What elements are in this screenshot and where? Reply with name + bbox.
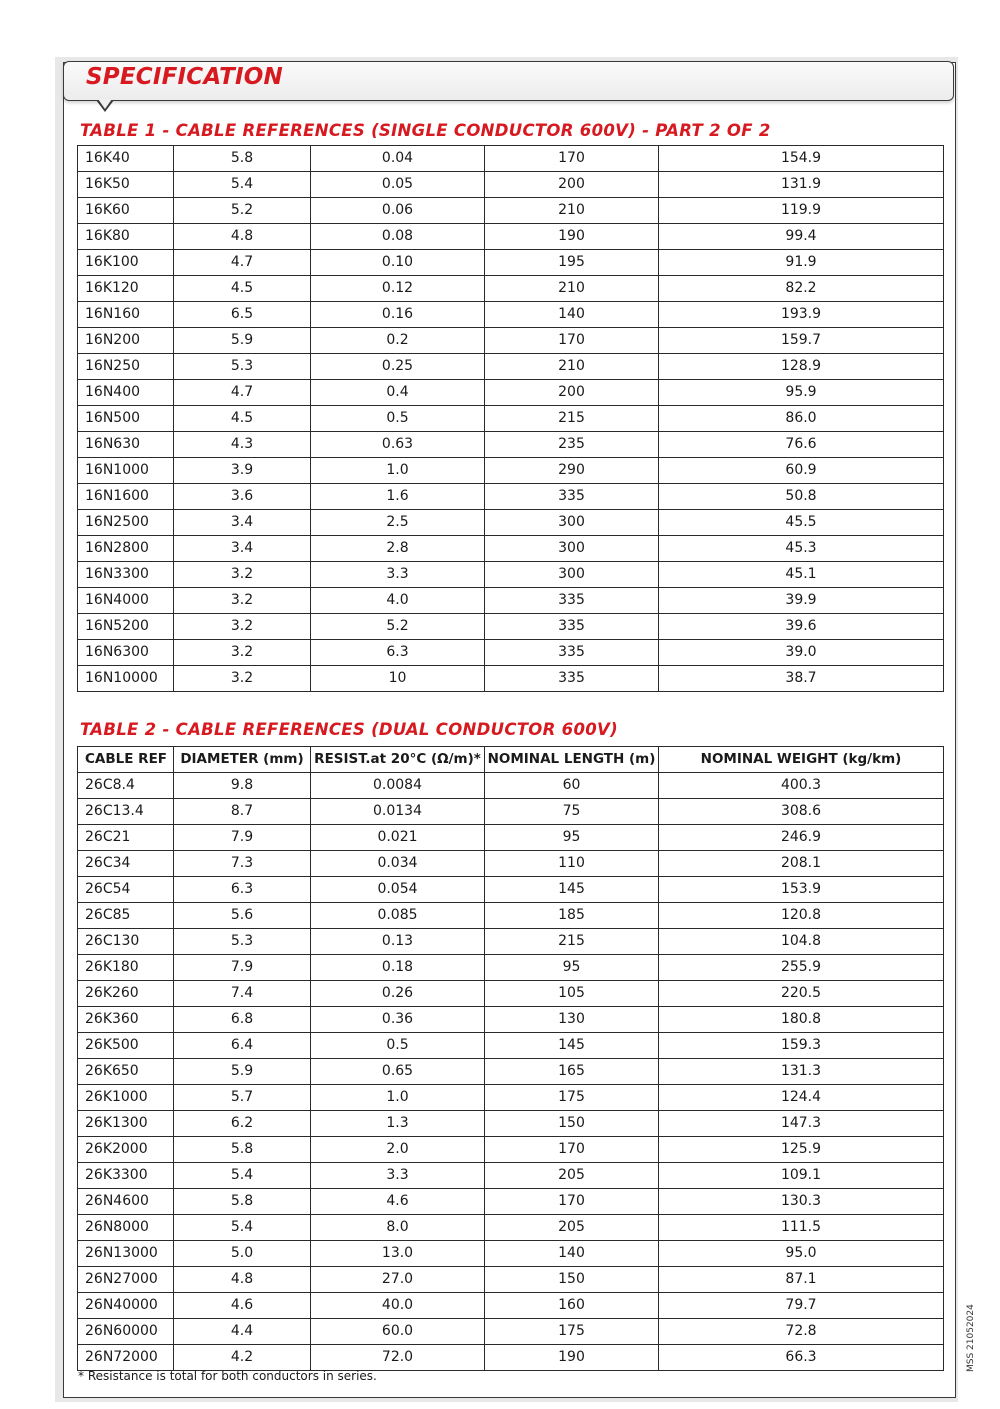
cell-resistance: 0.0084 — [311, 773, 485, 799]
cell-diameter: 8.7 — [174, 799, 311, 825]
cell-nominal-length: 335 — [485, 614, 659, 640]
cell-resistance: 0.054 — [311, 877, 485, 903]
cell-diameter: 3.2 — [174, 614, 311, 640]
cell-resistance: 0.05 — [311, 172, 485, 198]
cell-nominal-length: 300 — [485, 536, 659, 562]
cell-diameter: 4.2 — [174, 1345, 311, 1371]
table-row — [78, 510, 944, 536]
table-row — [78, 1215, 944, 1241]
cell-cable-ref: 16N10000 — [78, 666, 174, 692]
cell-resistance: 0.63 — [311, 432, 485, 458]
cell-nominal-length: 60 — [485, 773, 659, 799]
cell-diameter: 3.9 — [174, 458, 311, 484]
cell-nominal-length: 215 — [485, 929, 659, 955]
table-row — [78, 1007, 944, 1033]
cell-nominal-length: 150 — [485, 1111, 659, 1137]
cell-diameter: 6.2 — [174, 1111, 311, 1137]
cell-cable-ref: 16N160 — [78, 302, 174, 328]
cell-diameter: 5.8 — [174, 1137, 311, 1163]
cell-nominal-length: 200 — [485, 380, 659, 406]
cell-nominal-length: 290 — [485, 458, 659, 484]
cell-diameter: 4.5 — [174, 276, 311, 302]
cell-nominal-length: 170 — [485, 328, 659, 354]
cell-cable-ref: 26K1300 — [78, 1111, 174, 1137]
cell-nominal-length: 175 — [485, 1085, 659, 1111]
cell-resistance: 0.08 — [311, 224, 485, 250]
cell-nominal-weight: 308.6 — [659, 799, 944, 825]
cell-resistance: 0.36 — [311, 1007, 485, 1033]
cell-resistance: 0.65 — [311, 1059, 485, 1085]
table-row — [78, 929, 944, 955]
table1-caption: TABLE 1 - CABLE REFERENCES (SINGLE CONDUCTOR 600V) - PART 2 OF 2 — [80, 121, 771, 140]
cell-resistance: 1.0 — [311, 1085, 485, 1111]
cell-resistance: 0.085 — [311, 903, 485, 929]
cell-cable-ref: 26C34 — [78, 851, 174, 877]
table-row — [78, 1319, 944, 1345]
cell-diameter: 3.2 — [174, 588, 311, 614]
cell-diameter: 5.4 — [174, 172, 311, 198]
cell-cable-ref: 26C85 — [78, 903, 174, 929]
cell-resistance: 0.034 — [311, 851, 485, 877]
table-row — [78, 1033, 944, 1059]
table-row — [78, 877, 944, 903]
table-row — [78, 981, 944, 1007]
cell-diameter: 3.4 — [174, 510, 311, 536]
cell-nominal-length: 235 — [485, 432, 659, 458]
cell-diameter: 9.8 — [174, 773, 311, 799]
cell-nominal-weight: 109.1 — [659, 1163, 944, 1189]
table-row — [78, 903, 944, 929]
cell-cable-ref: 26C21 — [78, 825, 174, 851]
cell-nominal-length: 300 — [485, 562, 659, 588]
cell-nominal-length: 140 — [485, 1241, 659, 1267]
cell-resistance: 1.0 — [311, 458, 485, 484]
table-row — [78, 458, 944, 484]
cell-nominal-weight: 131.3 — [659, 1059, 944, 1085]
cell-nominal-weight: 246.9 — [659, 825, 944, 851]
cell-nominal-length: 335 — [485, 640, 659, 666]
header-pointer-fill — [98, 99, 112, 109]
cell-resistance: 0.06 — [311, 198, 485, 224]
cell-cable-ref: 16N500 — [78, 406, 174, 432]
cell-nominal-weight: 220.5 — [659, 981, 944, 1007]
cell-nominal-length: 205 — [485, 1215, 659, 1241]
cell-resistance: 6.3 — [311, 640, 485, 666]
cell-nominal-weight: 180.8 — [659, 1007, 944, 1033]
cell-nominal-length: 335 — [485, 588, 659, 614]
table-row — [78, 1111, 944, 1137]
cell-diameter: 7.4 — [174, 981, 311, 1007]
cell-cable-ref: 26K500 — [78, 1033, 174, 1059]
cell-nominal-weight: 39.0 — [659, 640, 944, 666]
table-row — [78, 1059, 944, 1085]
col-header-cable-ref: CABLE REF — [78, 747, 174, 773]
cell-cable-ref: 16N630 — [78, 432, 174, 458]
cell-nominal-weight: 82.2 — [659, 276, 944, 302]
cell-cable-ref: 16N1000 — [78, 458, 174, 484]
cell-resistance: 1.3 — [311, 1111, 485, 1137]
cell-nominal-length: 130 — [485, 1007, 659, 1033]
cell-nominal-length: 75 — [485, 799, 659, 825]
table-row — [78, 562, 944, 588]
col-header-nominal-weight: NOMINAL WEIGHT (kg/km) — [659, 747, 944, 773]
cell-cable-ref: 16N250 — [78, 354, 174, 380]
cell-nominal-length: 205 — [485, 1163, 659, 1189]
cell-resistance: 0.5 — [311, 1033, 485, 1059]
cell-nominal-weight: 111.5 — [659, 1215, 944, 1241]
table-row — [78, 799, 944, 825]
cell-cable-ref: 16N4000 — [78, 588, 174, 614]
cell-resistance: 5.2 — [311, 614, 485, 640]
cell-cable-ref: 26K260 — [78, 981, 174, 1007]
table-row — [78, 406, 944, 432]
table2-caption: TABLE 2 - CABLE REFERENCES (DUAL CONDUCTOR 600V) — [80, 720, 618, 739]
cell-diameter: 5.2 — [174, 198, 311, 224]
cell-diameter: 3.2 — [174, 666, 311, 692]
cell-diameter: 6.4 — [174, 1033, 311, 1059]
cell-resistance: 8.0 — [311, 1215, 485, 1241]
cell-nominal-length: 210 — [485, 354, 659, 380]
cell-resistance: 0.25 — [311, 354, 485, 380]
cell-diameter: 3.4 — [174, 536, 311, 562]
cell-diameter: 4.3 — [174, 432, 311, 458]
cell-diameter: 4.6 — [174, 1293, 311, 1319]
cell-resistance: 3.3 — [311, 562, 485, 588]
table-row — [78, 536, 944, 562]
cell-diameter: 6.8 — [174, 1007, 311, 1033]
cell-nominal-length: 335 — [485, 666, 659, 692]
cell-nominal-weight: 39.6 — [659, 614, 944, 640]
cell-diameter: 5.6 — [174, 903, 311, 929]
cell-cable-ref: 16N1600 — [78, 484, 174, 510]
table-row — [78, 614, 944, 640]
cell-resistance: 27.0 — [311, 1267, 485, 1293]
cell-cable-ref: 16N2500 — [78, 510, 174, 536]
cell-cable-ref: 16K100 — [78, 250, 174, 276]
table-header-row — [78, 747, 944, 773]
cell-nominal-weight: 45.5 — [659, 510, 944, 536]
cell-resistance: 0.10 — [311, 250, 485, 276]
cell-nominal-weight: 72.8 — [659, 1319, 944, 1345]
col-header-resistance: RESIST.at 20°C (Ω/m)* — [311, 747, 485, 773]
cell-cable-ref: 26N72000 — [78, 1345, 174, 1371]
cell-resistance: 10 — [311, 666, 485, 692]
table-row — [78, 146, 944, 172]
cell-diameter: 3.6 — [174, 484, 311, 510]
cell-diameter: 5.3 — [174, 354, 311, 380]
cell-nominal-weight: 120.8 — [659, 903, 944, 929]
cell-diameter: 7.9 — [174, 825, 311, 851]
cell-nominal-length: 210 — [485, 198, 659, 224]
cell-resistance: 40.0 — [311, 1293, 485, 1319]
cell-cable-ref: 26C130 — [78, 929, 174, 955]
cell-nominal-length: 195 — [485, 250, 659, 276]
section-title: SPECIFICATION — [86, 64, 283, 90]
dual-conductor-table — [77, 746, 944, 1371]
cell-resistance: 0.4 — [311, 380, 485, 406]
cell-cable-ref: 16N200 — [78, 328, 174, 354]
table-row — [78, 1345, 944, 1371]
cell-resistance: 1.6 — [311, 484, 485, 510]
cell-nominal-weight: 193.9 — [659, 302, 944, 328]
cell-nominal-weight: 99.4 — [659, 224, 944, 250]
cell-cable-ref: 16N2800 — [78, 536, 174, 562]
cell-cable-ref: 16N5200 — [78, 614, 174, 640]
cell-resistance: 0.16 — [311, 302, 485, 328]
cell-resistance: 4.6 — [311, 1189, 485, 1215]
cell-cable-ref: 26N8000 — [78, 1215, 174, 1241]
cell-cable-ref: 26K360 — [78, 1007, 174, 1033]
cell-nominal-weight: 86.0 — [659, 406, 944, 432]
cell-diameter: 4.8 — [174, 224, 311, 250]
table-row — [78, 955, 944, 981]
cell-nominal-length: 170 — [485, 146, 659, 172]
cell-resistance: 0.18 — [311, 955, 485, 981]
table-row — [78, 484, 944, 510]
table-row — [78, 380, 944, 406]
table-row — [78, 588, 944, 614]
cell-nominal-weight: 76.6 — [659, 432, 944, 458]
cell-diameter: 4.7 — [174, 380, 311, 406]
cell-resistance: 2.0 — [311, 1137, 485, 1163]
cell-resistance: 2.8 — [311, 536, 485, 562]
cell-diameter: 5.9 — [174, 1059, 311, 1085]
cell-cable-ref: 26K3300 — [78, 1163, 174, 1189]
cell-nominal-length: 210 — [485, 276, 659, 302]
cell-nominal-weight: 60.9 — [659, 458, 944, 484]
cell-nominal-length: 140 — [485, 302, 659, 328]
cell-nominal-weight: 125.9 — [659, 1137, 944, 1163]
cell-resistance: 0.04 — [311, 146, 485, 172]
cell-nominal-length: 170 — [485, 1189, 659, 1215]
table-row — [78, 328, 944, 354]
cell-cable-ref: 26N4600 — [78, 1189, 174, 1215]
cell-nominal-length: 175 — [485, 1319, 659, 1345]
cell-nominal-length: 145 — [485, 877, 659, 903]
cell-nominal-length: 190 — [485, 1345, 659, 1371]
cell-nominal-weight: 153.9 — [659, 877, 944, 903]
cell-nominal-weight: 79.7 — [659, 1293, 944, 1319]
cell-diameter: 4.5 — [174, 406, 311, 432]
cell-nominal-length: 95 — [485, 825, 659, 851]
table-row — [78, 432, 944, 458]
cell-nominal-length: 190 — [485, 224, 659, 250]
cell-nominal-weight: 38.7 — [659, 666, 944, 692]
cell-nominal-weight: 400.3 — [659, 773, 944, 799]
cell-nominal-length: 165 — [485, 1059, 659, 1085]
cell-cable-ref: 16K60 — [78, 198, 174, 224]
col-header-nominal-length: NOMINAL LENGTH (m) — [485, 747, 659, 773]
cell-cable-ref: 26C13.4 — [78, 799, 174, 825]
cell-nominal-length: 170 — [485, 1137, 659, 1163]
table-row — [78, 276, 944, 302]
cell-nominal-length: 160 — [485, 1293, 659, 1319]
cell-cable-ref: 26K650 — [78, 1059, 174, 1085]
cell-resistance: 4.0 — [311, 588, 485, 614]
cell-resistance: 0.0134 — [311, 799, 485, 825]
table-row — [78, 1137, 944, 1163]
cell-nominal-length: 185 — [485, 903, 659, 929]
cell-resistance: 0.5 — [311, 406, 485, 432]
cell-nominal-weight: 95.0 — [659, 1241, 944, 1267]
cell-nominal-length: 335 — [485, 484, 659, 510]
cell-nominal-weight: 131.9 — [659, 172, 944, 198]
cell-diameter: 6.3 — [174, 877, 311, 903]
cell-diameter: 6.5 — [174, 302, 311, 328]
cell-nominal-weight: 119.9 — [659, 198, 944, 224]
cell-cable-ref: 26N13000 — [78, 1241, 174, 1267]
cell-nominal-weight: 45.1 — [659, 562, 944, 588]
cell-resistance: 60.0 — [311, 1319, 485, 1345]
cell-cable-ref: 26N40000 — [78, 1293, 174, 1319]
cell-nominal-weight: 91.9 — [659, 250, 944, 276]
table-row — [78, 250, 944, 276]
cell-resistance: 0.26 — [311, 981, 485, 1007]
cell-resistance: 0.021 — [311, 825, 485, 851]
cell-cable-ref: 16N400 — [78, 380, 174, 406]
cell-cable-ref: 26K180 — [78, 955, 174, 981]
table-row — [78, 1085, 944, 1111]
cell-cable-ref: 26C8.4 — [78, 773, 174, 799]
cell-nominal-weight: 66.3 — [659, 1345, 944, 1371]
cell-diameter: 7.9 — [174, 955, 311, 981]
cell-nominal-length: 300 — [485, 510, 659, 536]
cell-nominal-weight: 147.3 — [659, 1111, 944, 1137]
cell-nominal-weight: 154.9 — [659, 146, 944, 172]
cell-nominal-length: 105 — [485, 981, 659, 1007]
table-row — [78, 172, 944, 198]
footnote: * Resistance is total for both conductors in series. — [78, 1369, 377, 1383]
cell-diameter: 3.2 — [174, 640, 311, 666]
cell-diameter: 4.4 — [174, 1319, 311, 1345]
cell-nominal-weight: 39.9 — [659, 588, 944, 614]
cell-diameter: 5.8 — [174, 1189, 311, 1215]
table-row — [78, 825, 944, 851]
cell-cable-ref: 16K50 — [78, 172, 174, 198]
cell-nominal-weight: 128.9 — [659, 354, 944, 380]
table-row — [78, 198, 944, 224]
cell-cable-ref: 26K1000 — [78, 1085, 174, 1111]
cell-resistance: 0.12 — [311, 276, 485, 302]
table-row — [78, 773, 944, 799]
cell-diameter: 3.2 — [174, 562, 311, 588]
cell-diameter: 5.4 — [174, 1163, 311, 1189]
cell-resistance: 72.0 — [311, 1345, 485, 1371]
cell-nominal-length: 145 — [485, 1033, 659, 1059]
cell-diameter: 4.8 — [174, 1267, 311, 1293]
cell-resistance: 2.5 — [311, 510, 485, 536]
table-row — [78, 302, 944, 328]
cell-nominal-weight: 50.8 — [659, 484, 944, 510]
cell-resistance: 3.3 — [311, 1163, 485, 1189]
cell-nominal-weight: 87.1 — [659, 1267, 944, 1293]
table-row — [78, 1267, 944, 1293]
table-row — [78, 851, 944, 877]
cell-diameter: 5.0 — [174, 1241, 311, 1267]
cell-cable-ref: 16K40 — [78, 146, 174, 172]
cell-resistance: 13.0 — [311, 1241, 485, 1267]
cell-nominal-length: 95 — [485, 955, 659, 981]
cell-cable-ref: 16K120 — [78, 276, 174, 302]
col-header-diameter: DIAMETER (mm) — [174, 747, 311, 773]
cell-nominal-length: 150 — [485, 1267, 659, 1293]
cell-diameter: 5.3 — [174, 929, 311, 955]
cell-cable-ref: 16K80 — [78, 224, 174, 250]
cell-resistance: 0.13 — [311, 929, 485, 955]
cell-cable-ref: 16N3300 — [78, 562, 174, 588]
table-row — [78, 1293, 944, 1319]
cell-diameter: 5.4 — [174, 1215, 311, 1241]
cell-nominal-length: 215 — [485, 406, 659, 432]
cell-cable-ref: 26N27000 — [78, 1267, 174, 1293]
table-row — [78, 1163, 944, 1189]
cell-cable-ref: 16N6300 — [78, 640, 174, 666]
cell-nominal-weight: 159.3 — [659, 1033, 944, 1059]
document-code: MSS 21052024 — [966, 1304, 976, 1372]
cell-diameter: 5.7 — [174, 1085, 311, 1111]
table-row — [78, 224, 944, 250]
cell-nominal-weight: 95.9 — [659, 380, 944, 406]
cell-nominal-weight: 208.1 — [659, 851, 944, 877]
cell-nominal-weight: 104.8 — [659, 929, 944, 955]
cell-diameter: 5.9 — [174, 328, 311, 354]
single-conductor-table — [77, 145, 944, 692]
table-row — [78, 1241, 944, 1267]
cell-diameter: 5.8 — [174, 146, 311, 172]
table-row — [78, 354, 944, 380]
cell-nominal-weight: 130.3 — [659, 1189, 944, 1215]
cell-nominal-weight: 124.4 — [659, 1085, 944, 1111]
cell-nominal-length: 200 — [485, 172, 659, 198]
cell-nominal-length: 110 — [485, 851, 659, 877]
cell-nominal-weight: 159.7 — [659, 328, 944, 354]
cell-cable-ref: 26K2000 — [78, 1137, 174, 1163]
cell-diameter: 7.3 — [174, 851, 311, 877]
cell-cable-ref: 26C54 — [78, 877, 174, 903]
cell-resistance: 0.2 — [311, 328, 485, 354]
cell-diameter: 4.7 — [174, 250, 311, 276]
cell-cable-ref: 26N60000 — [78, 1319, 174, 1345]
cell-nominal-weight: 45.3 — [659, 536, 944, 562]
table-row — [78, 666, 944, 692]
table-row — [78, 640, 944, 666]
table-row — [78, 1189, 944, 1215]
cell-nominal-weight: 255.9 — [659, 955, 944, 981]
